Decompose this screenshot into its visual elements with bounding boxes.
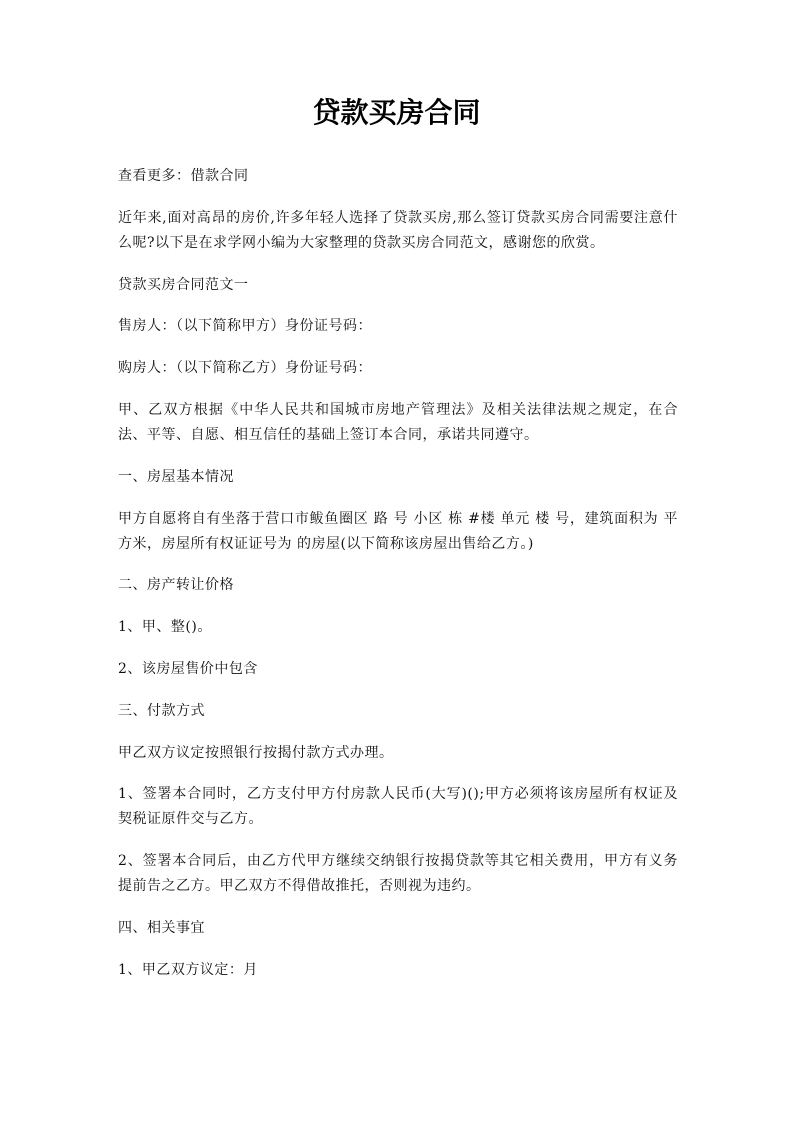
document-title: 贷款买房合同 xyxy=(312,96,481,129)
payment-item-1: 1、签署本合同时，乙方支付甲方付房款人民币(大写)();甲方必须将该房屋所有权证及契税证原件交与乙方。 xyxy=(118,786,678,828)
intro-paragraph: 近年来,面对高昂的房价,许多年轻人选择了贷款买房,那么签订贷款买房合同需要注意什么呢?以下是在求学网小编为大家整理的贷款买房合同范文，感谢您的欣赏。 xyxy=(118,209,678,251)
preamble-paragraph: 甲、乙双方根据《中华人民共和国城市房地产管理法》及相关法律法规之规定，在合法、平等、自愿、相互信任的基础上签订本合同，承诺共同遵守。 xyxy=(118,401,678,443)
clause-heading-2: 二、房产转让价格 xyxy=(118,577,234,594)
seller-line: 售房人：（以下简称甲方）身份证号码： xyxy=(118,318,372,335)
price-item-1: 1、甲、整()。 xyxy=(118,619,212,636)
buyer-line: 购房人：（以下简称乙方）身份证号码： xyxy=(118,360,372,377)
price-item-2: 2、该房屋售价中包含 xyxy=(118,660,258,677)
payment-method-line: 甲乙双方议定按照银行按揭付款方式办理。 xyxy=(118,744,394,761)
see-more-line: 查看更多：借款合同 xyxy=(118,168,249,184)
payment-item-2: 2、签署本合同后，由乙方代甲方继续交纳银行按揭贷款等其它相关费用，甲方有义务提前告之乙方。甲乙双方不得借故推托，否则视为违约。 xyxy=(118,853,678,895)
clause-heading-4: 四、相关事宜 xyxy=(118,919,205,936)
clause-heading-3: 三、付款方式 xyxy=(118,702,205,719)
clause-heading-1: 一、房屋基本情况 xyxy=(118,468,234,485)
document-body xyxy=(118,164,678,1000)
related-item-1: 1、甲乙双方议定：月 xyxy=(118,961,258,978)
property-info-paragraph: 甲方自愿将自有坐落于营口市鲅鱼圈区 路 号 小区 栋 #楼 单元 楼 号，建筑面积为 平方米，房屋所有权证证号为 的房屋(以下简称该房屋出售给乙方。) xyxy=(118,510,678,552)
section-heading: 贷款买房合同范文一 xyxy=(118,276,249,293)
